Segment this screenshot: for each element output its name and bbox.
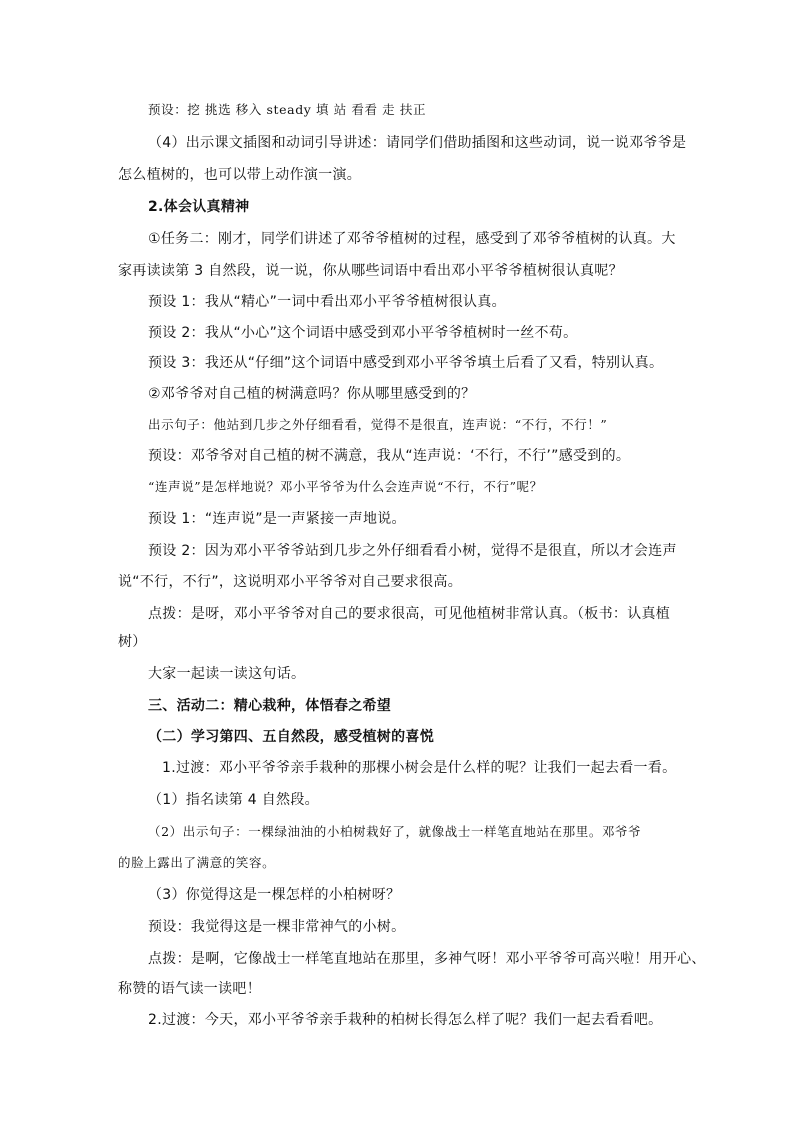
text-line: 预设 2：我从“小心”这个词语中感受到邓小平爷爷植树时一丝不苟。	[148, 325, 578, 341]
text-line: 预设 3：我还从“仔细”这个词语中感受到邓小平爷爷填土后看了又看，特别认真。	[148, 355, 664, 371]
text-line: 1.过渡：邓小平爷爷亲手栽种的那棵小树会是什么样的呢？让我们一起去看一看。	[162, 760, 677, 776]
text-line: （4）出示课文插图和动词引导讲述：请同学们借助插图和这些动词，说一说邓爷爷是	[148, 135, 687, 151]
text-line: 树）	[118, 634, 147, 650]
text-line: ②邓爷爷对自己植的树满意吗？你从哪里感受到的？	[148, 386, 476, 402]
text-line: 怎么植树的，也可以带上动作演一演。	[118, 167, 362, 183]
text-line: 预设：邓爷爷对自己植的树不满意，我从“连声说：‘不行，不行’”感受到的。	[148, 448, 631, 464]
quote-line: （2）出示句子：一棵绿油油的小柏树栽好了，就像战士一样笔直地站在那里。邓爷爷	[148, 824, 642, 839]
text-line: 预设 2：因为邓小平爷爷站到几步之外仔细看看小树，觉得不是很直，所以才会连声	[148, 543, 677, 559]
text-line: “连声说”是怎样地说？邓小平爷爷为什么会连声说“不行，不行”呢？	[148, 479, 543, 494]
text-line: 家再读读第 3 自然段，说一说，你从哪些词语中看出邓小平爷爷植树很认真呢？	[118, 263, 623, 279]
text-line: 大家一起读一读这句话。	[148, 666, 306, 682]
text-line: 2.过渡：今天，邓小平爷爷亲手栽种的柏树长得怎么样了呢？我们一起去看看吧。	[148, 1012, 663, 1028]
text-line: 预设 1：“连声说”是一声紧接一声地说。	[148, 511, 406, 527]
quote-line: 的脸上露出了满意的笑容。	[118, 855, 276, 870]
text-line: 点拨：是呀，邓小平爷爷对自己的要求很高，可见他植树非常认真。（板书：认真植	[148, 606, 671, 622]
text-line: 点拨：是啊，它像战士一样笔直地站在那里，多神气呀！邓小平爷爷可高兴啦！用开心、	[148, 951, 706, 967]
text-line: 预设：我觉得这是一棵非常神气的小树。	[148, 919, 406, 935]
text-line: 预设：挖 挑选 移入 steady 填 站 看看 走 扶正	[148, 102, 427, 117]
quote-line: 出示句子：他站到几步之外仔细看看，觉得不是很直，连声说：“不行，不行！”	[148, 417, 608, 432]
text-line: 说“不行，不行”，这说明邓小平爷爷对自己要求很高。	[118, 574, 463, 590]
text-line: ①任务二：刚才，同学们讲述了邓爷爷植树的过程，感受到了邓爷爷植树的认真。大	[148, 231, 676, 247]
section-heading: 2.体会认真精神	[148, 199, 250, 215]
text-line: 称赞的语气读一读吧！	[118, 981, 261, 997]
text-line: （3）你觉得这是一棵怎样的小柏树呀？	[148, 887, 401, 903]
text-line: （1）指名读第 4 自然段。	[148, 792, 319, 808]
subsection-heading: （二）学习第四、五自然段，感受植树的喜悦	[148, 729, 434, 745]
section-heading: 三、活动二：精心栽种，体悟春之希望	[148, 698, 392, 714]
text-line: 预设 1：我从“精心”一词中看出邓小平爷爷植树很认真。	[148, 294, 506, 310]
